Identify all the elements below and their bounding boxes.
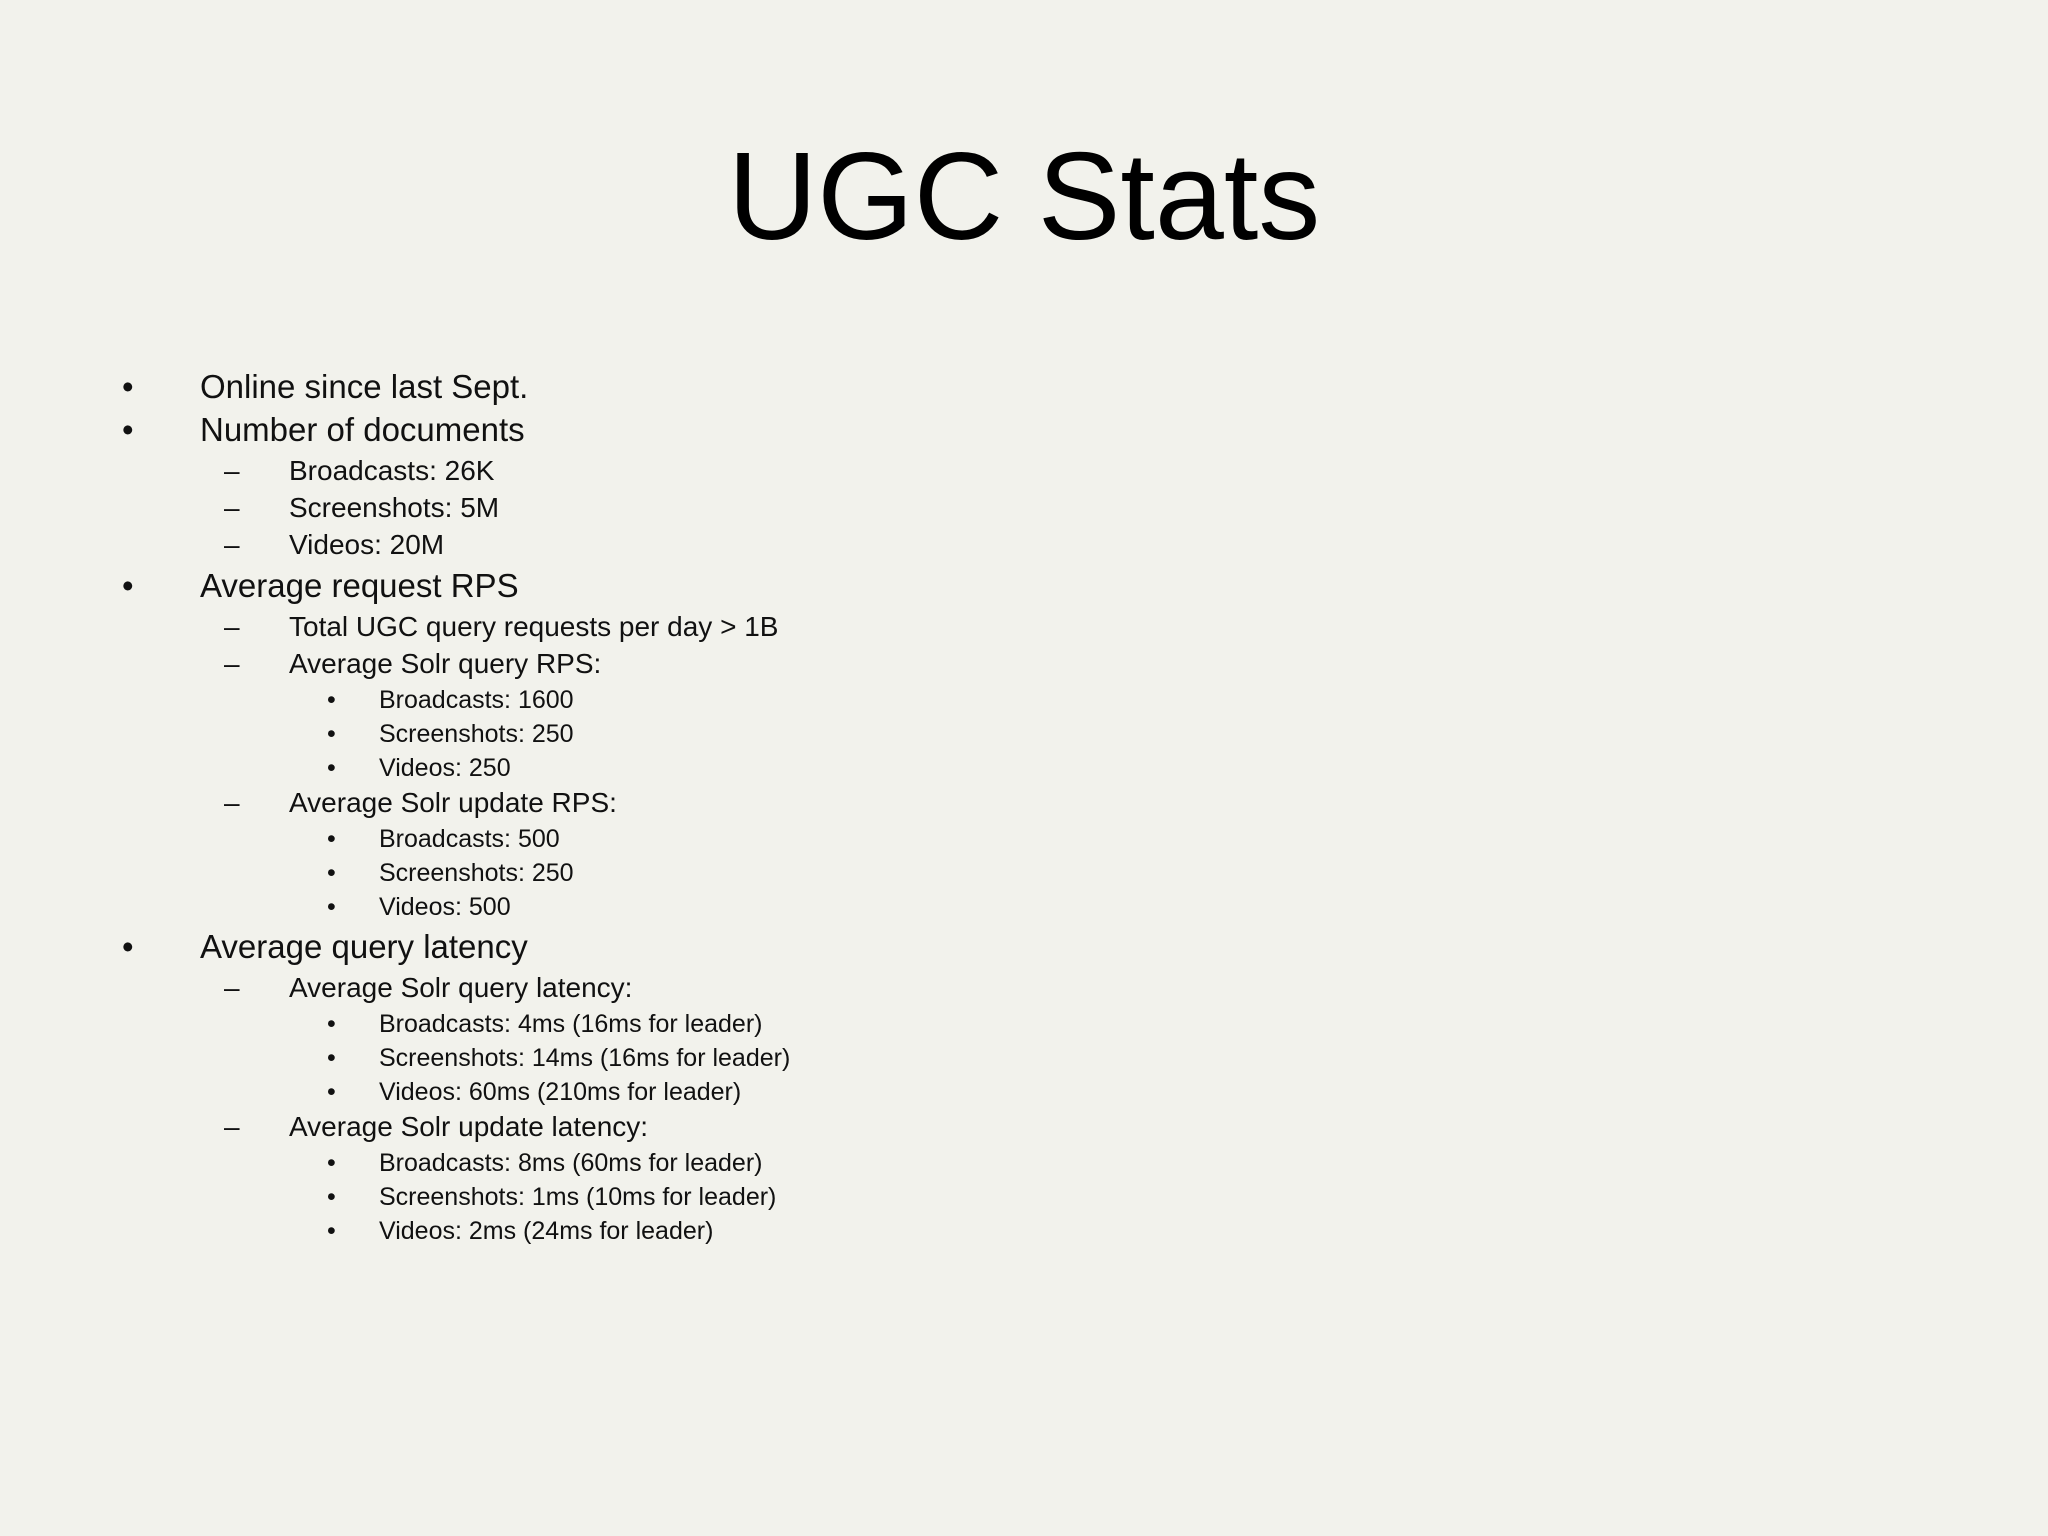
list-item-text: Videos: 500 xyxy=(379,893,511,921)
dash-marker: – xyxy=(224,972,240,1003)
bullet-marker: • xyxy=(122,567,134,604)
list-item-text: Broadcasts: 500 xyxy=(379,825,560,853)
list-item-text: Number of documents xyxy=(200,411,525,448)
dash-marker: – xyxy=(224,787,240,818)
dash-marker: – xyxy=(224,529,240,560)
list-item-text: Screenshots: 250 xyxy=(379,859,574,887)
bullet-marker: • xyxy=(327,825,336,853)
list-item-text: Screenshots: 250 xyxy=(379,720,574,748)
list-item-text: Online since last Sept. xyxy=(200,368,529,405)
bullet-marker: • xyxy=(327,1044,336,1072)
bullet-marker: • xyxy=(122,368,134,405)
slide-title: UGC Stats xyxy=(727,128,1321,266)
list-item-text: Videos: 2ms (24ms for leader) xyxy=(379,1217,714,1245)
bullet-marker: • xyxy=(327,1183,336,1211)
dash-marker: – xyxy=(224,492,240,523)
list-item-text: Total UGC query requests per day > 1B xyxy=(289,611,779,642)
list-item-text: Average query latency xyxy=(200,928,528,965)
list-item-text: Screenshots: 14ms (16ms for leader) xyxy=(379,1044,791,1072)
list-item-text: Videos: 20M xyxy=(289,529,445,560)
dash-marker: – xyxy=(224,455,240,486)
list-item-text: Screenshots: 5M xyxy=(289,492,500,523)
list-item-text: Broadcasts: 8ms (60ms for leader) xyxy=(379,1149,763,1177)
bullet-marker: • xyxy=(327,686,336,714)
list-item-text: Broadcasts: 1600 xyxy=(379,686,574,714)
bullet-marker: • xyxy=(122,928,134,965)
bullet-marker: • xyxy=(122,411,134,448)
list-item-text: Broadcasts: 26K xyxy=(289,455,495,486)
list-item-text: Average Solr query RPS: xyxy=(289,648,602,679)
bullet-marker: • xyxy=(327,1149,336,1177)
list-item-text: Average Solr query latency: xyxy=(289,972,633,1003)
list-item-text: Videos: 250 xyxy=(379,754,511,782)
dash-marker: – xyxy=(224,648,240,679)
list-item-text: Broadcasts: 4ms (16ms for leader) xyxy=(379,1010,763,1038)
bullet-marker: • xyxy=(327,754,336,782)
list-item-text: Average Solr update latency: xyxy=(289,1111,649,1142)
list-item-text: Average request RPS xyxy=(200,567,519,604)
bullet-marker: • xyxy=(327,1078,336,1106)
bullet-marker: • xyxy=(327,893,336,921)
bullet-marker: • xyxy=(327,1010,336,1038)
list-item-text: Videos: 60ms (210ms for leader) xyxy=(379,1078,742,1106)
bullet-marker: • xyxy=(327,720,336,748)
dash-marker: – xyxy=(224,1111,240,1142)
bullet-marker: • xyxy=(327,1217,336,1245)
bullet-marker: • xyxy=(327,859,336,887)
list-item-text: Average Solr update RPS: xyxy=(289,787,617,818)
dash-marker: – xyxy=(224,611,240,642)
list-item-text: Screenshots: 1ms (10ms for leader) xyxy=(379,1183,777,1211)
